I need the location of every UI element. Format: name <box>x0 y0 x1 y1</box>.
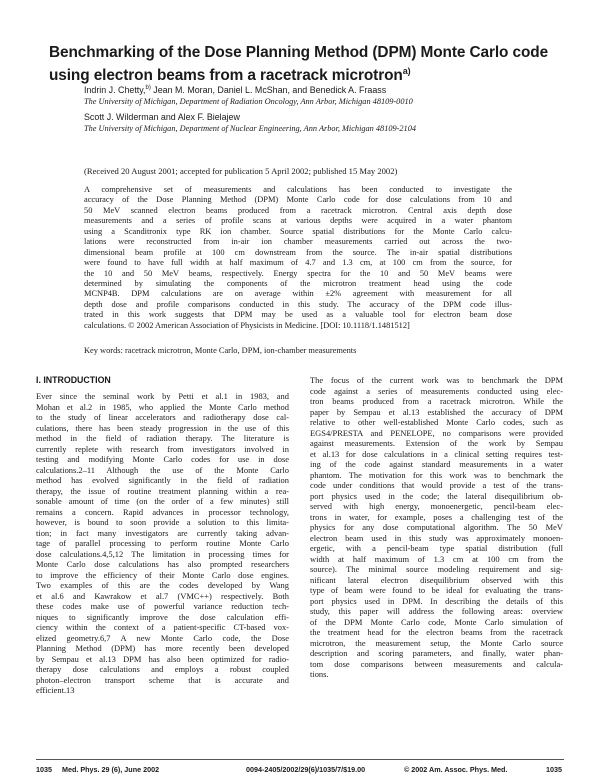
text-line: the treatment head for the electron beams from the racetrack <box>310 627 563 637</box>
footer-copyright: © 2002 Am. Assoc. Phys. Med. <box>404 765 508 774</box>
text-line: currently replete with research from investigators involved in <box>36 443 289 454</box>
author-affiliation: The University of Michigan, Department of Radiation Oncology, Ann Arbor, Michigan 48109-0010 <box>84 97 413 106</box>
text-line: therapy, the issue of routine treatment planning within a rea- <box>36 485 289 496</box>
text-line: tron beams produced from a racetrack microtron. While the <box>310 396 563 406</box>
text-line: the 10 and 50 MeV beams, respectively. Energy spectra for the 10 and 50 MeV beams were <box>84 268 512 278</box>
text-line: to improve the efficiency of their Monte Carlo dose engines. <box>36 569 289 580</box>
text-line: Ever since the seminal work by Petti et al.1 in 1983, and <box>36 391 289 401</box>
author-affiliation: The University of Michigan, Department of Nuclear Engineering, Ann Arbor, Michigan 48109-2104 <box>84 124 416 133</box>
title-line-text: using electron beams from a racetrack microtron <box>49 67 403 85</box>
text-line: source). The minimal source modeling requirement and sig- <box>310 564 563 574</box>
text-line: paper by Sempau et al.13 established the accuracy of DPM <box>310 406 563 417</box>
author-footnote-marker: b) <box>145 85 151 92</box>
text-line: method has evolved significantly in the field of radiation <box>36 475 289 485</box>
text-line: served with high energy, monoenergetic, pencil-beam elec- <box>310 501 563 511</box>
footer-page-number: 1035 <box>36 765 52 774</box>
text-line: by Sempau et al.13 DPM has also been optimized for radio- <box>36 653 289 664</box>
text-line: ciency within the context of a patient-specific CT-based vox- <box>36 622 289 632</box>
text-line: of the DPM Monte Carlo code, Monte Carlo simulation of <box>310 616 563 627</box>
text-line: Mohan et al.2 in 1985, who applied the Monte Carlo method <box>36 401 289 412</box>
text-line: dose calculations.4,5,12 The limitation in processing times for <box>36 548 289 559</box>
footer-code: 0094-2405/2002/29(6)/1035/7/$19.00 <box>246 765 366 774</box>
text-line: culations, there has been steady progression in the use of this <box>36 422 289 433</box>
left-column-text <box>36 391 289 696</box>
footer-page-number-right: 1035 <box>546 765 562 774</box>
text-line: sonable amount of time (on the order of a few minutes) still <box>36 496 289 506</box>
text-line: however, is bound to soon provide a solution to this limita- <box>36 517 289 527</box>
text-line: ing of the code against standard measurements in a water <box>310 459 563 469</box>
text-line: nificant lateral electron disequilibrium observed with this <box>310 574 563 585</box>
text-line: elized geometry.6,7 A new Monte Carlo code, the Dose <box>36 632 289 643</box>
title-line: Benchmarking of the Dose Planning Method (DPM) Monte Carlo code <box>49 44 549 61</box>
footer-rule <box>36 759 564 760</box>
text-line: these codes make use of powerful variance reduction tech- <box>36 601 289 611</box>
text-line: against measurements. Extension of the work by Sempau <box>310 438 563 448</box>
text-line: dimensional beam profile at 100 cm downstream from the source. The in-air spatial distributions <box>84 247 512 257</box>
text-line: trons in water, for example, poses a challenging test of the <box>310 511 563 522</box>
text-line: description and scoring parameters, and finally, water phan- <box>310 648 563 658</box>
text-line: method in the field of radiation therapy. The literature is <box>36 433 289 443</box>
text-line: testing and modifying Monte Carlo codes for use in dose <box>36 454 289 464</box>
text-line: MCNP4B. DPM calculations are on average within ±2% agreement with measurement for all <box>84 289 512 299</box>
text-line: physics for any dose computational algorithm. The 50 MeV <box>310 522 563 532</box>
text-line: tions. <box>310 669 329 679</box>
keywords: Key words: racetrack microtron, Monte Carlo, DPM, ion-chamber measurements <box>84 346 357 355</box>
text-line: remains a concern. Rapid advances in processor technology, <box>36 506 289 517</box>
title-line <box>49 62 559 85</box>
text-line: et al.6 and Kawrakow et al.7 (VMC++) respectively. Both <box>36 590 289 601</box>
text-line: 50 MeV scanned electron beams produced from a racetrack microtron. Central axis depth dose <box>84 205 512 215</box>
text-line: measurements and a series of profile scans at various depths were acquired in a water phantom <box>84 216 512 226</box>
text-line: width at half maximum of 1.3 cm at 100 cm from the <box>310 553 563 564</box>
text-line: microtron, the measurement setup, the Monte Carlo source <box>310 637 563 648</box>
text-line: efficient.13 <box>36 685 75 695</box>
text-line: code against a series of measurements conducted using elec- <box>310 385 563 396</box>
text-line: ergetic, with a pencil-beam type spatial distribution (full <box>310 543 563 553</box>
author-names-rest: Jean M. Moran, Daniel L. McShan, and Benedick A. Fraass <box>150 85 387 95</box>
text-line: calculations. © 2002 American Association of Physicists in Medicine. [DOI: 10.1118/1.1481512] <box>84 320 410 330</box>
text-line: therapy dose calculations and employs a robust coupled <box>36 664 289 674</box>
footer-journal: Med. Phys. 29 (6), June 2002 <box>62 765 160 774</box>
text-line: tage of parallel processing to perform routine Monte Carlo <box>36 538 289 548</box>
text-line: depth dose and profile comparisons conducted in this study. The accuracy of the DPM code illus- <box>84 299 512 309</box>
text-line: Monte Carlo dose calculations has also prompted researchers <box>36 559 289 569</box>
text-line: et al.13 for dose calculations in a clinical setting requires test- <box>310 448 563 459</box>
text-line: port physics used in the code; the lateral disequilibrium ob- <box>310 490 563 501</box>
text-line: Two examples of this are the codes developed by Wang <box>36 580 289 590</box>
author-names: Indrin J. Chetty, <box>84 85 146 95</box>
text-line: accuracy of the Dose Planning Method (DPM) Monte Carlo code for dose calculations from 10 and <box>84 195 512 205</box>
text-line: using a Scanditronix type RK ion chamber. Source spatial distributions for the Monte Carlo calcu- <box>84 226 512 236</box>
author-list <box>84 112 240 122</box>
text-line: niques to significantly improve the dose calculation effi- <box>36 611 289 622</box>
text-line: code under conditions that would provide a test of the trans- <box>310 480 563 490</box>
text-line: electron beam used in this study was approximately monoen- <box>310 532 563 543</box>
section-heading: I. INTRODUCTION <box>36 375 111 385</box>
text-line: Planning Method (DPM) has more recently been developed <box>36 643 289 653</box>
author-list <box>84 85 386 95</box>
paper-title <box>49 44 559 85</box>
text-line: determined by simulating the components of the microtron treatment head using the code <box>84 278 512 288</box>
text-line: phantom. The motivation for this work was to benchmark the <box>310 469 563 480</box>
text-line: EGS4/PRESTA and PENELOPE, no comparisons were provided <box>310 427 563 438</box>
text-line: to the study of linear accelerators and radiotherapy dose cal- <box>36 412 289 422</box>
text-line: study, this paper will address the following areas: overview <box>310 606 563 616</box>
text-line: A comprehensive set of measurements and calculations has been conducted to investigate the <box>84 185 512 194</box>
abstract <box>84 185 512 331</box>
text-line: tom dose comparisons between measurements and calcula- <box>310 658 563 669</box>
right-column-text <box>310 375 563 680</box>
text-line: The focus of the current work was to benchmark the DPM <box>310 375 563 385</box>
text-line: photon–electron transport scheme that is accurate and <box>36 674 289 685</box>
text-line: were found to have full width at half maximum of 4.7 and 1.3 cm, at 100 cm from the source, for <box>84 258 512 268</box>
text-line: tion; in fact many investigators are currently taking advan- <box>36 527 289 538</box>
text-line: port physics used in DPM. In describing the details of this <box>310 595 563 606</box>
title-footnote-marker: a) <box>402 66 411 76</box>
text-line: calculations.2–11 Although the use of the Monte Carlo <box>36 464 289 475</box>
received-dates: (Received 20 August 2001; accepted for publication 5 April 2002; published 15 May 2002) <box>84 166 398 176</box>
text-line: lations were reconstructed from in-air ion chamber measurements carried out across the two- <box>84 237 512 247</box>
author-names: Scott J. Wilderman and Alex F. Bielajew <box>84 112 240 122</box>
text-line: type of beam were found to be ideal for evaluating the trans- <box>310 585 563 595</box>
text-line: relative to other well-established Monte Carlo codes, such as <box>310 417 563 427</box>
text-line: trated in this work suggests that DPM may be used as a valuable tool for electron beam dose <box>84 310 512 320</box>
